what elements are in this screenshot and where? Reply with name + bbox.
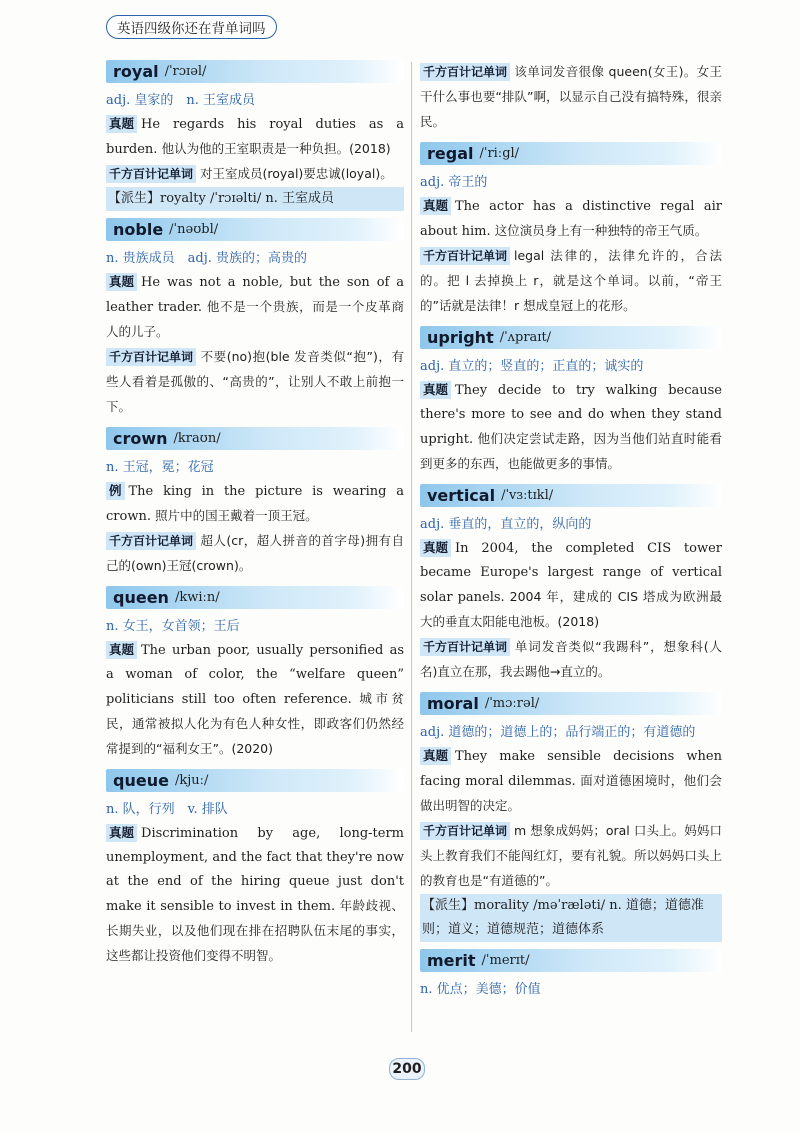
headword: noble (113, 220, 164, 239)
word-entry (420, 949, 722, 1002)
phonetic: /kwiːn/ (174, 590, 220, 605)
memory-tip (420, 244, 722, 319)
book-title-tag: 英语四级你还在背单词吗 (106, 15, 277, 39)
memory-tip (420, 819, 722, 894)
headword-bar (106, 218, 404, 241)
memory-text: 该单词发音很像 queen(女王)。女王干什么事也要“排队”啊，以显示自己没有搞特殊，很亲民。 (420, 64, 722, 129)
example-sentence (420, 195, 722, 244)
right-column (420, 60, 722, 1009)
part-of-speech: adj. 垂直的，直立的，纵向的 (420, 517, 592, 532)
headword-bar (106, 586, 404, 609)
word-entry (420, 692, 722, 942)
word-entry (420, 484, 722, 685)
headword: royal (113, 62, 159, 81)
example-translation: 他认为他的王室职责是一种负担。(2018) (161, 141, 391, 156)
example-label: 真题 (420, 539, 451, 557)
headword: queen (113, 588, 169, 607)
word-entry (106, 218, 404, 420)
phonetic: /ˈrɔɪəl/ (164, 64, 207, 79)
memory-label: 千方百计记单词 (106, 348, 196, 366)
example-sentence (420, 537, 722, 635)
memory-label: 千方百计记单词 (420, 247, 510, 265)
example-label: 真题 (106, 641, 137, 659)
example-label: 真题 (106, 273, 137, 291)
memory-label: 千方百计记单词 (420, 638, 510, 656)
example-label: 例 (106, 482, 125, 500)
example-translation: 面对道德困境时，他们会做出明智的决定。 (420, 773, 722, 813)
example-sentence (420, 379, 722, 477)
example-sentence (106, 271, 404, 345)
phonetic: /ˈriːgl/ (479, 146, 520, 161)
example-translation: 城市贫民，通常被拟人化为有色人种女性，即政客们仍然经常提到的“福利女王”。(2020) (106, 691, 404, 756)
example-sentence (106, 639, 404, 762)
memory-tip (106, 345, 404, 420)
example-translation: 年龄歧视、长期失业，以及他们现在排在招聘队伍末尾的事实，这些都让投资他们变得不明智。 (106, 898, 404, 963)
example-translation: 他们决定尝试走路，因为当他们站直时能看到更多的东西，也能做更多的事情。 (420, 431, 722, 471)
derivative: 【派生】morality /məˈræləti/ n. 道德；道德准则；道义；道德规范；道德体系 (420, 894, 722, 942)
example-english: The king in the picture is wearing a crown. (106, 484, 404, 524)
headword: regal (427, 144, 474, 163)
memory-text: 对王室成员(royal)要忠诚(loyal)。 (200, 166, 393, 181)
derivative: 【派生】royalty /ˈrɔɪəlti/ n. 王室成员 (106, 187, 404, 211)
word-entry (106, 60, 404, 211)
part-of-speech: n. 王冠，冕；花冠 (106, 460, 214, 475)
headword-bar (420, 692, 722, 715)
part-of-speech: adj. 皇家的 n. 王室成员 (106, 93, 256, 108)
part-of-speech: n. 队，行列 v. 排队 (106, 802, 228, 817)
example-english: He regards his royal duties as a burden. (106, 117, 404, 157)
headword: crown (113, 429, 168, 448)
example-sentence (106, 822, 404, 969)
part-of-speech: n. 女王，女首领；王后 (106, 619, 240, 634)
example-translation: 照片中的国王戴着一顶王冠。 (155, 508, 318, 523)
headword-bar (106, 60, 404, 83)
example-english: The actor has a distinctive regal air about him. (420, 199, 722, 239)
headword: merit (427, 951, 476, 970)
example-translation: 这位演员身上有一种独特的帝王气质。 (494, 223, 708, 238)
example-sentence (420, 745, 722, 819)
headword-bar (106, 427, 404, 450)
memory-tip (106, 529, 404, 579)
memory-label: 千方百计记单词 (106, 165, 196, 183)
phonetic: /ˈvɜːtɪkl/ (501, 488, 554, 503)
example-english: In 2004, the completed CIS tower became Europe's largest range of vertical solar panels. (420, 541, 722, 605)
headword-bar (420, 949, 722, 972)
memory-tip (106, 162, 404, 187)
part-of-speech: adj. 帝王的 (420, 175, 488, 190)
part-of-speech: adj. 道德的；道德上的；品行端正的；有道德的 (420, 725, 696, 740)
example-english: The urban poor, usually personified as a woman of color, the “welfare queen” politicians still too often reference. (106, 643, 404, 707)
memory-tip (420, 635, 722, 685)
headword-bar (106, 769, 404, 792)
example-label: 真题 (106, 115, 137, 133)
left-column (106, 60, 404, 976)
phonetic: /ˈʌpraɪt/ (499, 330, 552, 345)
headword-bar (420, 142, 722, 165)
page-number: 200 (389, 1058, 425, 1080)
phonetic: /kjuː/ (174, 773, 209, 788)
phonetic: /ˈnəʊbl/ (169, 222, 219, 237)
memory-text: legal 法律的，法律允许的，合法的。把 l 去掉换上 r，就是这个单词。以前，“帝王的”话就是法律！r 想成皇冠上的花形。 (420, 248, 722, 313)
example-translation: 他不是一个贵族，而是一个皮革商人的儿子。 (106, 299, 404, 339)
example-sentence (106, 480, 404, 529)
example-translation: 2004 年，建成的 CIS 塔成为欧洲最大的垂直太阳能电池板。(2018) (420, 589, 722, 629)
headword-bar (420, 326, 722, 349)
headword-bar (420, 484, 722, 507)
word-entry (106, 586, 404, 762)
headword: vertical (427, 486, 496, 505)
part-of-speech: adj. 直立的；竖直的；正直的；诚实的 (420, 359, 644, 374)
memory-text: 单词发音类似“我踢科”，想象科(人名)直立在那，我去踢他→直立的。 (420, 639, 722, 679)
memory-tip (420, 60, 722, 135)
part-of-speech: n. 贵族成员 adj. 贵族的；高贵的 (106, 251, 308, 266)
phonetic: /ˈmɔːrəl/ (484, 696, 540, 711)
example-sentence (106, 113, 404, 162)
example-label: 真题 (420, 381, 451, 399)
memory-label: 千方百计记单词 (420, 822, 510, 840)
example-english: They decide to try walking because there's more to see and do when they stand upright. (420, 383, 722, 447)
memory-text: 超人(cr，超人拼音的首字母)拥有自己的(own)王冠(crown)。 (106, 533, 404, 573)
word-entry (420, 60, 722, 135)
word-entry (420, 326, 722, 477)
word-entry (106, 769, 404, 969)
example-label: 真题 (420, 747, 451, 765)
headword: moral (427, 694, 479, 713)
example-english: He was not a noble, but the son of a leather trader. (106, 275, 404, 315)
memory-label: 千方百计记单词 (420, 63, 510, 81)
example-label: 真题 (106, 824, 137, 842)
headword: queue (113, 771, 169, 790)
phonetic: /kraʊn/ (173, 431, 221, 446)
part-of-speech: n. 优点；美德；价值 (420, 982, 541, 997)
example-label: 真题 (420, 197, 451, 215)
memory-text: m 想象成妈妈；oral 口头上。妈妈口头上教育我们不能闯红灯，要有礼貌。所以妈妈口头上的教育也是“有道德的”。 (420, 823, 722, 888)
memory-label: 千方百计记单词 (106, 532, 196, 550)
headword: upright (427, 328, 494, 347)
memory-text: 不要(no)抱(ble 发音类似“抱”)，有些人看着是孤傲的、“高贵的”，让别人不敢上前抱一下。 (106, 349, 404, 414)
word-entry (106, 427, 404, 579)
word-entry (420, 142, 722, 319)
example-english: They make sensible decisions when facing moral dilemmas. (420, 749, 722, 789)
column-divider (411, 62, 412, 1032)
example-english: Discrimination by age, long-term unemployment, and the fact that they're now at the end of the hiring queue just don't make it sensible to invest in them. (106, 826, 404, 914)
phonetic: /ˈmerɪt/ (481, 953, 530, 968)
